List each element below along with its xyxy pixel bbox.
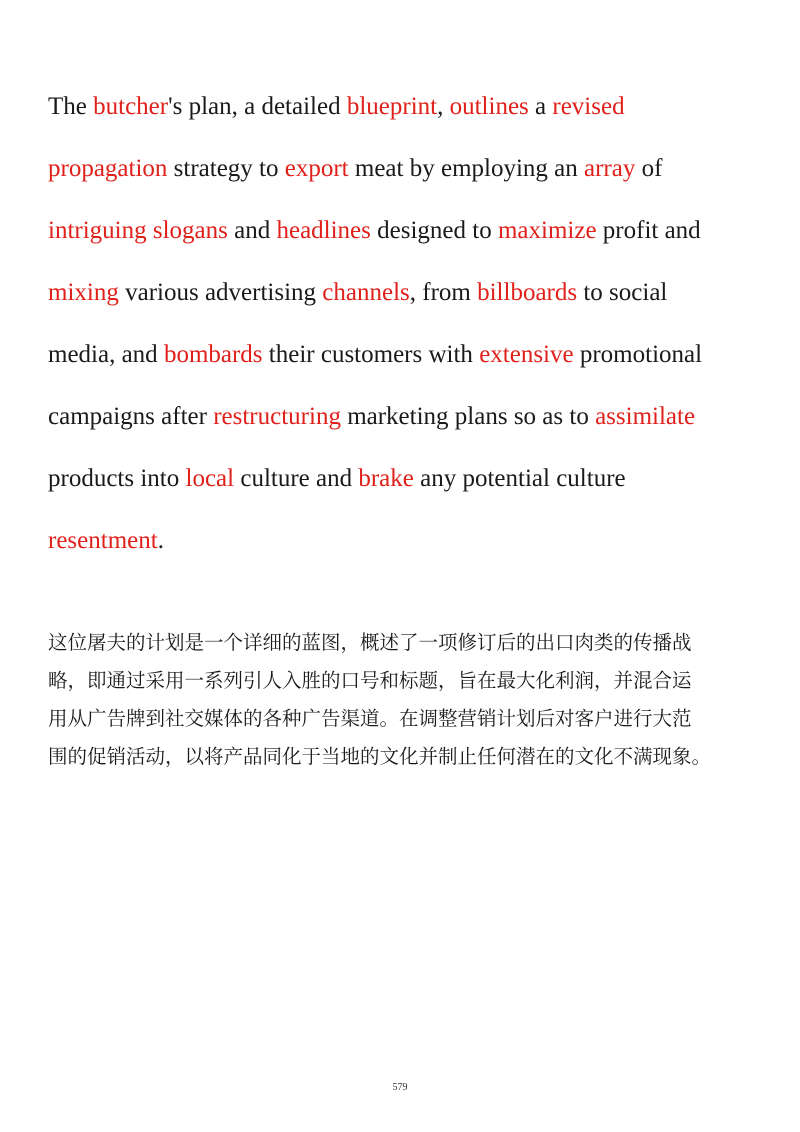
text-segment: various advertising xyxy=(118,279,323,306)
highlighted-vocabulary-word: propagation xyxy=(48,155,168,182)
text-segment: , from xyxy=(409,279,478,306)
text-segment: The xyxy=(48,93,94,120)
english-line xyxy=(48,262,768,324)
highlighted-vocabulary-word: assimilate xyxy=(595,403,696,430)
text-segment: promotional xyxy=(573,341,703,368)
highlighted-vocabulary-word: mixing xyxy=(48,279,119,306)
english-line xyxy=(48,200,768,262)
highlighted-vocabulary-word: blueprint xyxy=(346,93,438,120)
text-segment: of xyxy=(635,155,663,182)
highlighted-vocabulary-word: slogans xyxy=(152,217,228,244)
text-segment: any potential culture xyxy=(413,465,626,492)
chinese-translation-paragraph xyxy=(48,624,778,776)
highlighted-vocabulary-word: bombards xyxy=(163,341,263,368)
english-line xyxy=(48,386,768,448)
text-segment: meat by employing an xyxy=(348,155,585,182)
text-segment: , xyxy=(437,93,450,120)
highlighted-vocabulary-word: outlines xyxy=(449,93,529,120)
highlighted-vocabulary-word: revised xyxy=(552,93,625,120)
english-line xyxy=(48,448,768,510)
highlighted-vocabulary-word: billboards xyxy=(477,279,578,306)
text-segment: and xyxy=(227,217,277,244)
highlighted-vocabulary-word: channels xyxy=(322,279,410,306)
highlighted-vocabulary-word: maximize xyxy=(497,217,597,244)
text-segment: strategy to xyxy=(167,155,285,182)
english-line xyxy=(48,76,768,138)
english-line xyxy=(48,324,768,386)
text-segment: products into xyxy=(48,465,186,492)
text-segment: a xyxy=(528,93,553,120)
text-segment: media, and xyxy=(48,341,164,368)
chinese-line: 用从广告牌到社交媒体的各种广告渠道。在调整营销计划后对客户进行大范 xyxy=(48,707,692,730)
highlighted-vocabulary-word: restructuring xyxy=(213,403,341,430)
page-number: 579 xyxy=(392,1082,408,1093)
text-segment: to social xyxy=(577,279,668,306)
english-paragraph xyxy=(48,76,768,572)
highlighted-vocabulary-word: export xyxy=(284,155,349,182)
english-line xyxy=(48,138,768,200)
highlighted-vocabulary-word: headlines xyxy=(276,217,371,244)
text-segment: marketing plans so as to xyxy=(340,403,596,430)
text-segment: . xyxy=(157,527,164,554)
text-segment: 's plan, a detailed xyxy=(168,93,347,120)
text-segment: their customers with xyxy=(262,341,480,368)
chinese-line: 围的促销活动，以将产品同化于当地的文化并制止任何潜在的文化不满现象。 xyxy=(48,745,712,768)
highlighted-vocabulary-word: resentment xyxy=(48,527,158,554)
highlighted-vocabulary-word: local xyxy=(185,465,235,492)
highlighted-vocabulary-word: extensive xyxy=(479,341,574,368)
highlighted-vocabulary-word: butcher xyxy=(93,93,169,120)
highlighted-vocabulary-word: array xyxy=(584,155,636,182)
text-segment: culture and xyxy=(234,465,359,492)
highlighted-vocabulary-word: brake xyxy=(358,465,414,492)
highlighted-vocabulary-word: intriguing xyxy=(48,217,147,244)
text-segment: designed to xyxy=(370,217,498,244)
chinese-line: 这位屠夫的计划是一个详细的蓝图，概述了一项修订后的出口肉类的传播战 xyxy=(48,631,692,654)
text-segment: profit and xyxy=(596,217,701,244)
english-line xyxy=(48,510,768,572)
text-segment: campaigns after xyxy=(48,403,214,430)
chinese-line: 略，即通过采用一系列引人入胜的口号和标题，旨在最大化利润，并混合运 xyxy=(48,669,692,692)
